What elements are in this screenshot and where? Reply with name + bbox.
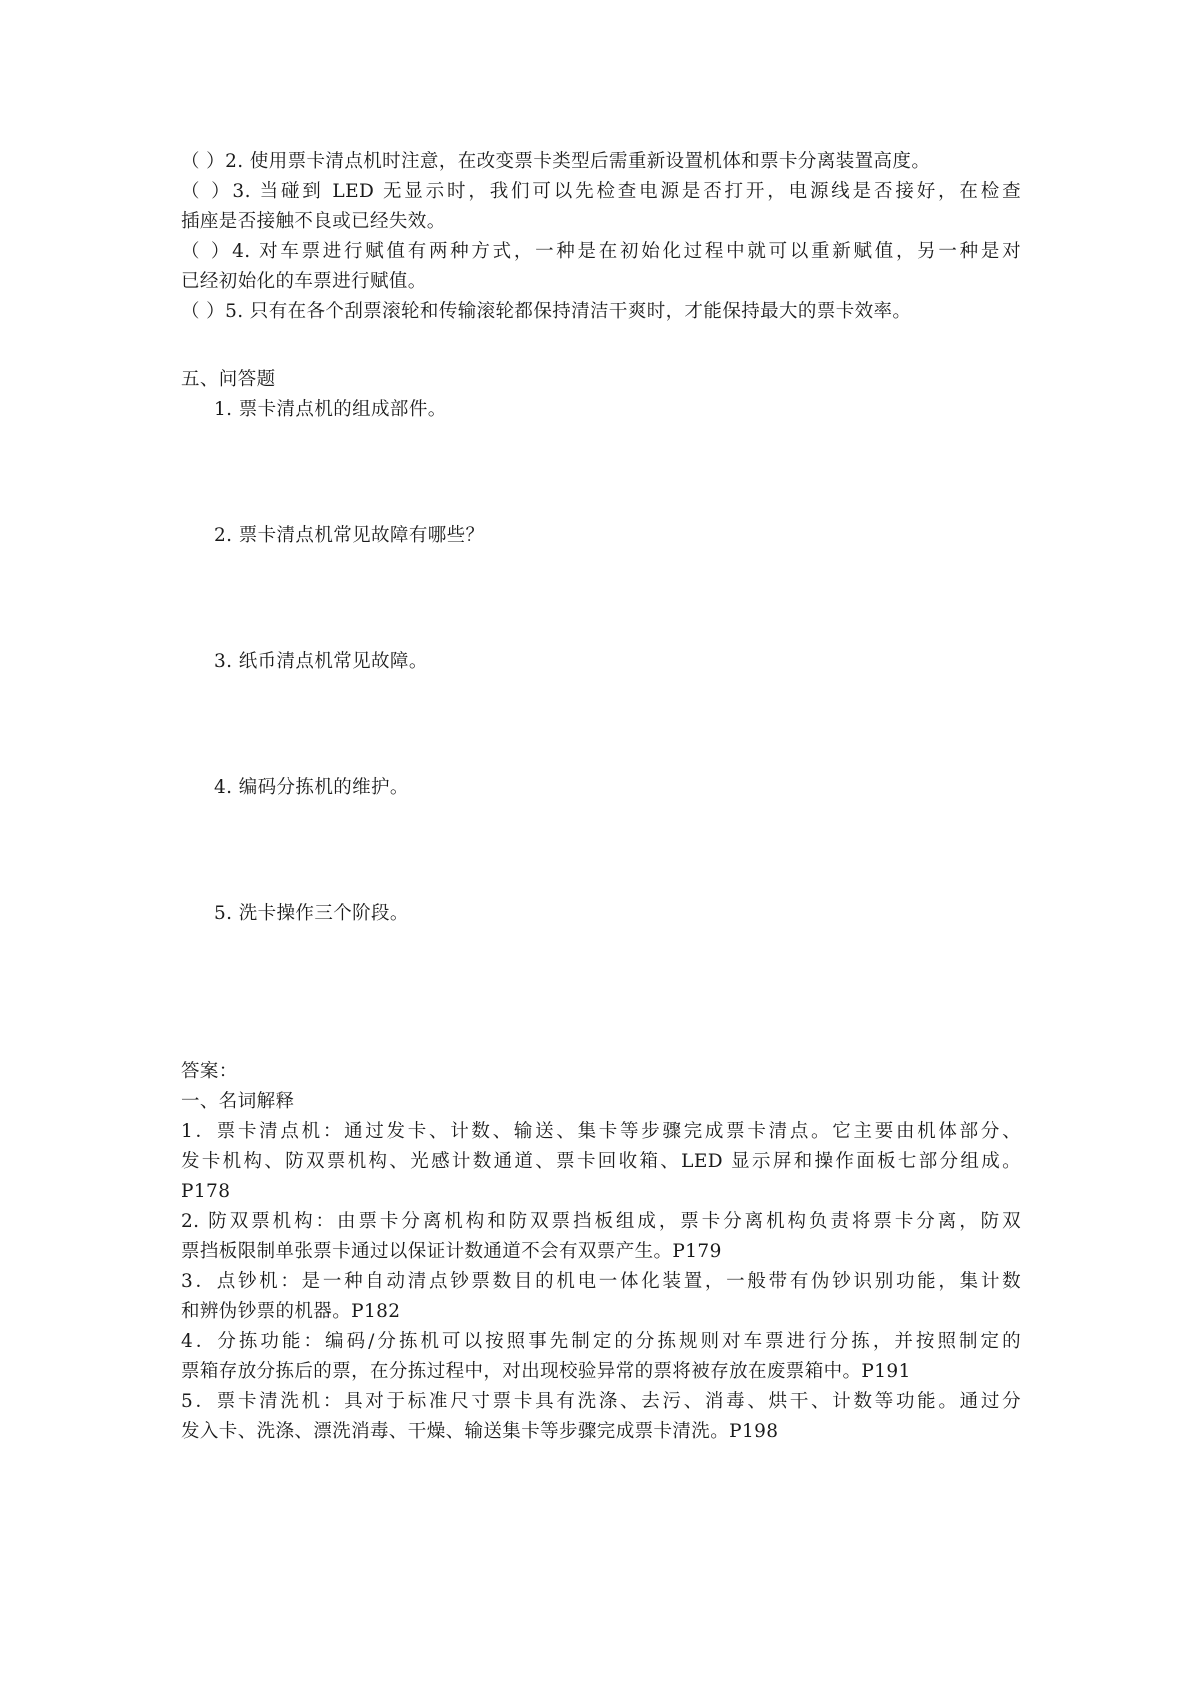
qa-item-2: 2. 票卡清点机常见故障有哪些？: [214, 525, 485, 546]
judgement-item-3-line-1: （ ）3. 当碰到 LED 无显示时，我们可以先检查电源是否打开，电源线是否接好，在检查: [181, 181, 1021, 202]
answer-3-line-1: 3．点钞机：是一种自动清点钞票数目的机电一体化装置，一般带有伪钞识别功能，集计数: [181, 1271, 1021, 1292]
answer-4-line-2: 票箱存放分拣后的票，在分拣过程中，对出现校验异常的票将被存放在废票箱中。P191: [181, 1361, 911, 1382]
answer-1-line-3: P178: [181, 1181, 231, 1202]
answers-section-heading: 一、名词解释: [181, 1091, 295, 1112]
judgement-item-4-line-1: （ ）4. 对车票进行赋值有两种方式，一种是在初始化过程中就可以重新赋值，另一种是对: [181, 241, 1021, 262]
answer-5-line-1: 5．票卡清洗机：具对于标准尺寸票卡具有洗涤、去污、消毒、烘干、计数等功能。通过分: [181, 1391, 1021, 1412]
qa-heading: 五、问答题: [181, 369, 276, 390]
judgement-item-3-line-2: 插座是否接触不良或已经失效。: [181, 211, 446, 232]
answer-4-line-1: 4．分拣功能：编码/分拣机可以按照事先制定的分拣规则对车票进行分拣，并按照制定的: [181, 1331, 1021, 1352]
judgement-item-5-line-1: （ ）5. 只有在各个刮票滚轮和传输滚轮都保持清洁干爽时，才能保持最大的票卡效率。: [181, 301, 912, 322]
answers-label: 答案：: [181, 1061, 238, 1082]
qa-item-4: 4. 编码分拣机的维护。: [214, 777, 409, 798]
judgement-item-2-line-1: （ ）2. 使用票卡清点机时注意，在改变票卡类型后需重新设置机体和票卡分离装置高度。: [181, 151, 931, 172]
answer-1-line-1: 1．票卡清点机：通过发卡、计数、输送、集卡等步骤完成票卡清点。它主要由机体部分、: [181, 1121, 1021, 1142]
answer-2-line-1: 2. 防双票机构：由票卡分离机构和防双票挡板组成，票卡分离机构负责将票卡分离，防双: [181, 1211, 1021, 1232]
qa-item-3: 3. 纸币清点机常见故障。: [214, 651, 428, 672]
qa-item-5: 5. 洗卡操作三个阶段。: [214, 903, 409, 924]
answer-1-line-2: 发卡机构、防双票机构、光感计数通道、票卡回收箱、LED 显示屏和操作面板七部分组成。: [181, 1151, 1021, 1172]
qa-item-1: 1. 票卡清点机的组成部件。: [214, 399, 447, 420]
answer-5-line-2: 发入卡、洗涤、漂洗消毒、干燥、输送集卡等步骤完成票卡清洗。P198: [181, 1421, 779, 1442]
answer-2-line-2: 票挡板限制单张票卡通过以保证计数通道不会有双票产生。P179: [181, 1241, 722, 1262]
judgement-item-4-line-2: 已经初始化的车票进行赋值。: [181, 271, 427, 292]
answer-3-line-2: 和辨伪钞票的机器。P182: [181, 1301, 401, 1322]
